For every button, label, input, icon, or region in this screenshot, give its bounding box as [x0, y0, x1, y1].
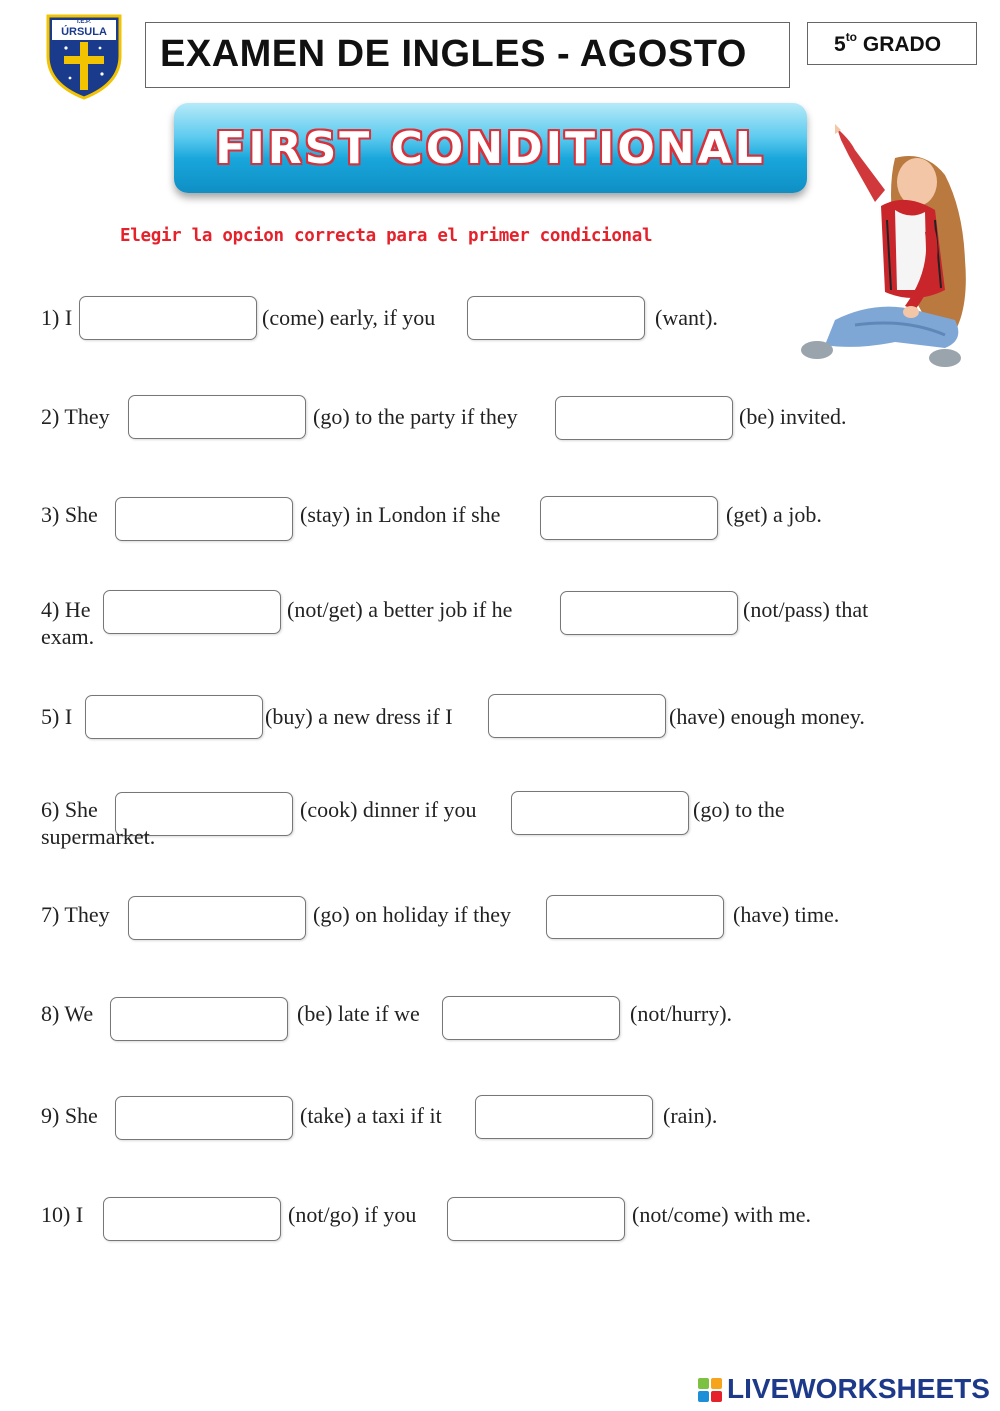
item-mid: (be) late if we: [297, 1001, 420, 1026]
girl-pointing-illustration: [795, 120, 975, 375]
answer-field[interactable]: [128, 395, 306, 439]
item-prefix: 4) He: [41, 597, 91, 622]
item-end: (not/hurry).: [630, 1001, 733, 1026]
item-end: (not/come) with me.: [632, 1202, 812, 1227]
item-prefix: 2) They: [41, 404, 110, 429]
instruction-text: Elegir la opcion correcta para el primer condicional: [120, 226, 653, 246]
item-prefix: 10) I: [41, 1202, 84, 1227]
logo-text: ÚRSULA: [61, 26, 107, 38]
answer-field[interactable]: [85, 695, 263, 739]
answer-field[interactable]: [447, 1197, 625, 1241]
logo-small-text: I.E.P.: [77, 19, 91, 25]
answer-field[interactable]: [103, 1197, 281, 1241]
item-prefix: 7) They: [41, 902, 110, 927]
answer-field[interactable]: [511, 791, 689, 835]
answer-field[interactable]: [475, 1095, 653, 1139]
item-mid: (buy) a new dress if I: [265, 704, 453, 729]
grade-number: 5: [834, 33, 846, 56]
answer-field[interactable]: [110, 997, 288, 1041]
item-end: (have) time.: [733, 902, 840, 927]
answer-field[interactable]: [488, 694, 666, 738]
item-mid: (take) a taxi if it: [300, 1103, 442, 1128]
answer-field[interactable]: [103, 590, 281, 634]
answer-field[interactable]: [555, 396, 733, 440]
item-mid: (go) to the party if they: [313, 404, 518, 429]
grade-suffix: to: [845, 30, 858, 44]
item-mid: (go) on holiday if they: [313, 902, 511, 927]
item-end: (get) a job.: [726, 502, 822, 527]
item-wrap: supermarket.: [41, 824, 156, 849]
item-prefix: 6) She: [41, 797, 98, 822]
item-prefix: 3) She: [41, 502, 98, 527]
answer-field[interactable]: [560, 591, 738, 635]
item-mid: (cook) dinner if you: [300, 797, 477, 822]
banner-title: FIRST CONDITIONAL: [215, 123, 766, 174]
liveworksheets-icon: [697, 1377, 723, 1403]
answer-field[interactable]: [79, 296, 257, 340]
answer-field[interactable]: [546, 895, 724, 939]
answer-field[interactable]: [540, 496, 718, 540]
item-end: (go) to the: [693, 797, 785, 822]
answer-field[interactable]: [115, 497, 293, 541]
topic-banner: [174, 103, 807, 193]
liveworksheets-brand: LIVEWORKSHEETS: [727, 1373, 990, 1404]
item-end: (be) invited.: [739, 404, 847, 429]
school-logo: [44, 12, 124, 100]
answer-field[interactable]: [128, 896, 306, 940]
title-box: [145, 22, 790, 88]
item-mid: (not/go) if you: [288, 1202, 417, 1227]
item-end: (want).: [655, 305, 718, 330]
item-mid: (stay) in London if she: [300, 502, 501, 527]
item-end: (not/pass) that: [743, 597, 869, 622]
grade-box: [807, 22, 977, 65]
answer-field[interactable]: [442, 996, 620, 1040]
liveworksheets-logo: [697, 1372, 997, 1406]
item-prefix: 1) I: [41, 305, 73, 330]
item-end: (rain).: [663, 1103, 718, 1128]
item-mid: (come) early, if you: [262, 305, 436, 330]
answer-field[interactable]: [467, 296, 645, 340]
item-prefix: 9) She: [41, 1103, 98, 1128]
item-end: (have) enough money.: [669, 704, 865, 729]
page-title: EXAMEN DE INGLES - AGOSTO: [160, 33, 747, 75]
item-prefix: 5) I: [41, 704, 73, 729]
item-mid: (not/get) a better job if he: [287, 597, 513, 622]
item-wrap: exam.: [41, 624, 95, 649]
grade-word: GRADO: [862, 33, 942, 56]
item-prefix: 8) We: [41, 1001, 94, 1026]
answer-field[interactable]: [115, 1096, 293, 1140]
